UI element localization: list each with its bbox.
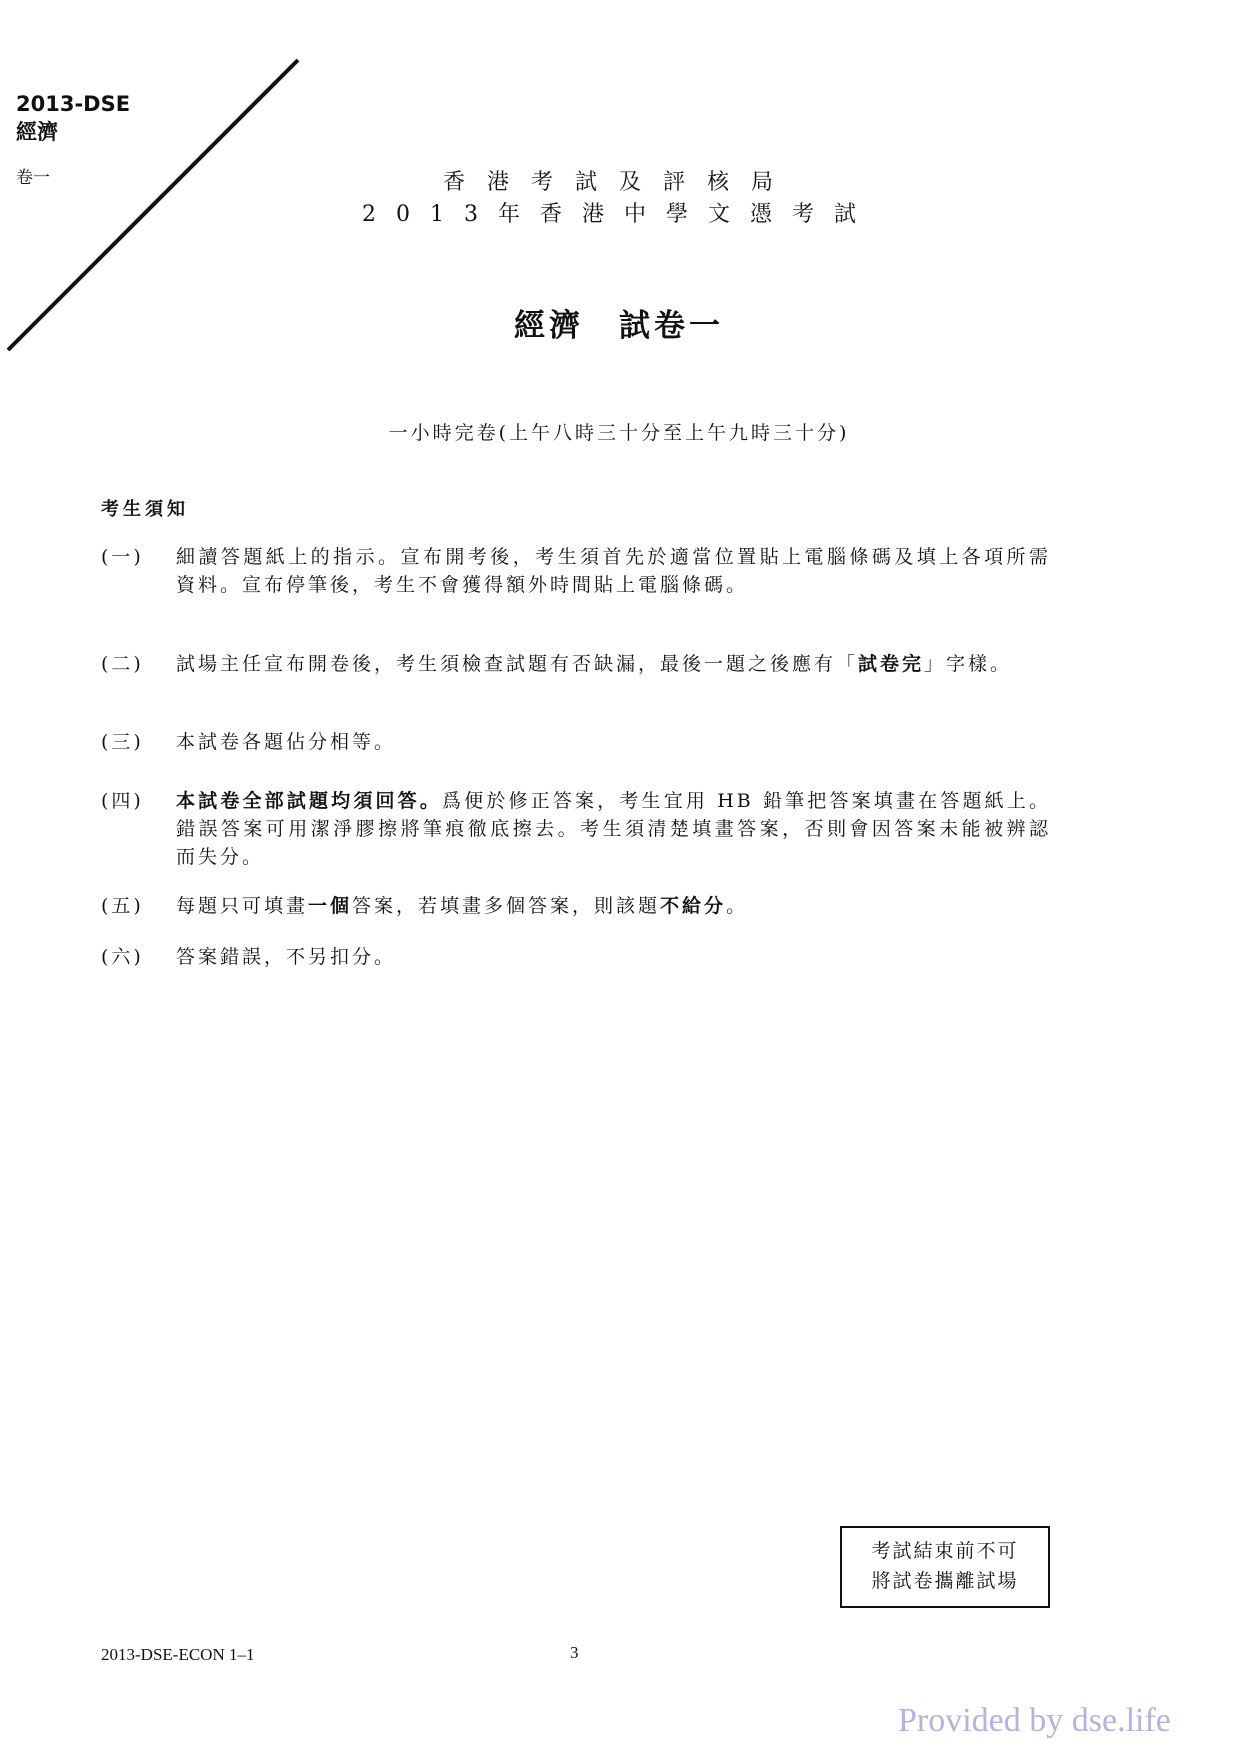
instruction-text: 每題只可填畫一個答案，若填畫多個答案，則該題不給分。 — [176, 895, 749, 917]
exam-duration: 一小時完卷(上午八時三十分至上午九時三十分) — [388, 422, 850, 444]
notice-line: 將試卷攜離試場 — [871, 1570, 1019, 1592]
instruction-text: 細讀答題紙上的指示。宣布開考後，考生須首先於適當位置貼上電腦條碼及填上各項所需資料。宣布停筆後，考生不會獲得額外時間貼上電腦條碼。 — [176, 546, 1051, 596]
subject-name: 經濟 — [16, 120, 58, 144]
instruction-number: (五) — [101, 895, 144, 917]
instruction-number: (三) — [101, 731, 144, 753]
instruction-number: (四) — [101, 790, 144, 812]
instruction-number: (六) — [101, 946, 144, 968]
bold-emphasis: 試卷完 — [858, 653, 925, 675]
subject-code: 2013-DSE — [16, 92, 131, 116]
instruction-item — [101, 943, 1051, 971]
instruction-item — [101, 728, 1051, 756]
instruction-text: 本試卷全部試題均須回答。爲便於修正答案，考生宜用 HB 鉛筆把答案填畫在答題紙上。錯誤答案可用潔淨膠擦將筆痕徹底擦去。考生須清楚填畫答案，否則會因答案未能被辨認而失分。 — [176, 790, 1051, 868]
instruction-text: 本試卷各題佔分相等。 — [176, 731, 397, 753]
instruction-number: (二) — [101, 653, 144, 675]
instruction-item — [101, 787, 1051, 871]
instruction-item — [101, 650, 1051, 678]
instruction-item — [101, 543, 1051, 599]
notice-line: 考試結束前不可 — [871, 1540, 1019, 1562]
instruction-text: 答案錯誤，不另扣分。 — [176, 946, 397, 968]
notice-box — [840, 1526, 1050, 1608]
exam-year-title: 2013年香港中學文憑考試 — [362, 202, 876, 227]
instruction-text: 試場主任宣布開卷後，考生須檢查試題有否缺漏，最後一題之後應有「試卷完」字樣。 — [176, 653, 1013, 675]
bold-emphasis: 不給分 — [660, 895, 727, 917]
paper-title: 經濟 試卷一 — [514, 308, 724, 344]
bold-emphasis: 本試卷全部試題均須回答。 — [176, 790, 443, 812]
footer-paper-code: 2013-DSE-ECON 1–1 — [101, 1645, 255, 1664]
watermark: Provided by dse.life — [898, 1702, 1171, 1739]
instruction-item — [101, 892, 1051, 920]
instruction-number: (一) — [101, 546, 144, 568]
instructions-heading: 考生須知 — [101, 499, 189, 520]
paper-number: 卷一 — [16, 168, 50, 188]
bold-emphasis: 一個 — [308, 895, 353, 917]
page-number: 3 — [570, 1643, 579, 1662]
exam-authority: 香港考試及評核局 — [442, 170, 795, 195]
